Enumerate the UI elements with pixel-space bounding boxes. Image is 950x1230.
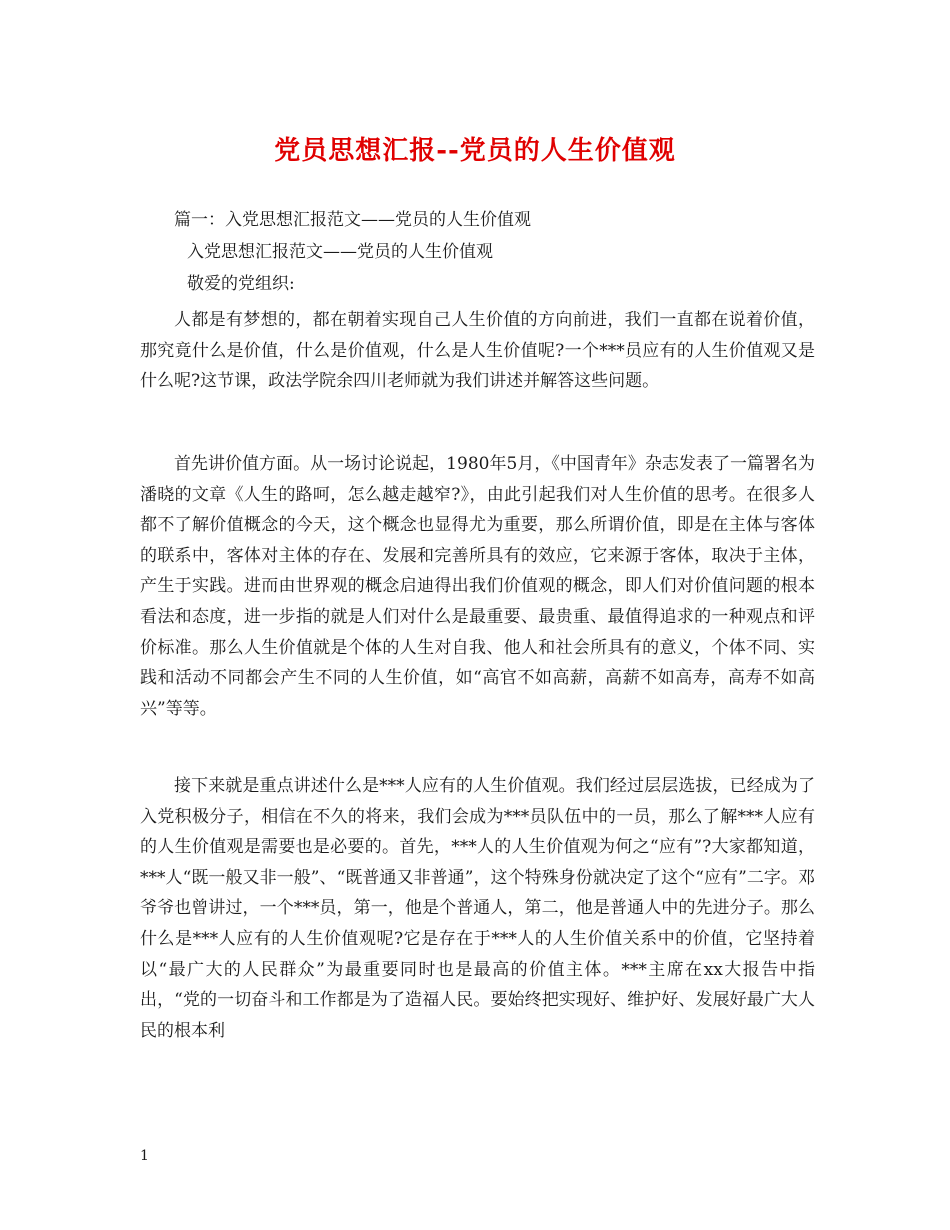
document-title: 党员思想汇报--党员的人生价值观 — [274, 136, 676, 166]
paragraph-3: 接下来就是重点讲述什么是***人应有的人生价值观。我们经过层层选拔，已经成为了入党积极分子，相信在不久的将来，我们会成为***员队伍中的一员，那么了解***人应有的人生价值观是需要也是必要的。首先，***人的人生价值观为何之“应有”?大家都知道，***人“既一般又非一般”、“既普通又非普通”，这个特殊身份就决定了这个“应有”二字。邓爷爷也曾讲过，一个***员，第一，他是个普通人，第二，他是普通人中的先进分子。那么什么是***人应有的人生价值观呢?它是存在于***人的人生价值关系中的价值，它坚持着以“最广大的人民群众”为最重要同时也是最高的价值主体。***主席在xx大报告中指出，“党的一切奋斗和工作都是为了造福人民。要始终把实现好、维护好、发展好最广大人民的根本利 — [140, 776, 815, 1041]
paragraph-2: 首先讲价值方面。从一场讨论说起，1980年5月，《中国青年》杂志发表了一篇署名为潘晓的文章《人生的路呵，怎么越走越窄?》，由此引起我们对人生价值的思考。在很多人都不了解价值概念的今天，这个概念也显得尤为重要，那么所谓价值，即是在主体与客体的联系中，客体对主体的存在、发展和完善所具有的效应，它来源于客体，取决于主体，产生于实践。进而由世界观的概念启迪得出我们价值观的概念，即人们对价值问题的根本看法和态度，进一步指的就是人们对什么是最重要、最贵重、最值得追求的一种观点和评价标准。那么人生价值就是个体的人生对自我、他人和社会所具有的意义，个体不同、实践和活动不同都会产生不同的人生价值，如“高官不如高薪，高薪不如高寿，高寿不如高兴”等等。 — [140, 454, 815, 719]
subheading: 入党思想汇报范文——党员的人生价值观 — [187, 242, 493, 262]
salutation: 敬爱的党组织: — [187, 274, 295, 294]
page-number: 1 — [140, 1148, 149, 1164]
paragraph-1: 人都是有梦想的，都在朝着实现自己人生价值的方向前进，我们一直都在说着价值，那究竟什么是价值，什么是价值观，什么是人生价值呢?一个***员应有的人生价值观又是什么呢?这节课，政法学院余四川老师就为我们讲述并解答这些问题。 — [140, 310, 815, 392]
section-heading: 篇一：入党思想汇报范文——党员的人生价值观 — [174, 210, 531, 230]
